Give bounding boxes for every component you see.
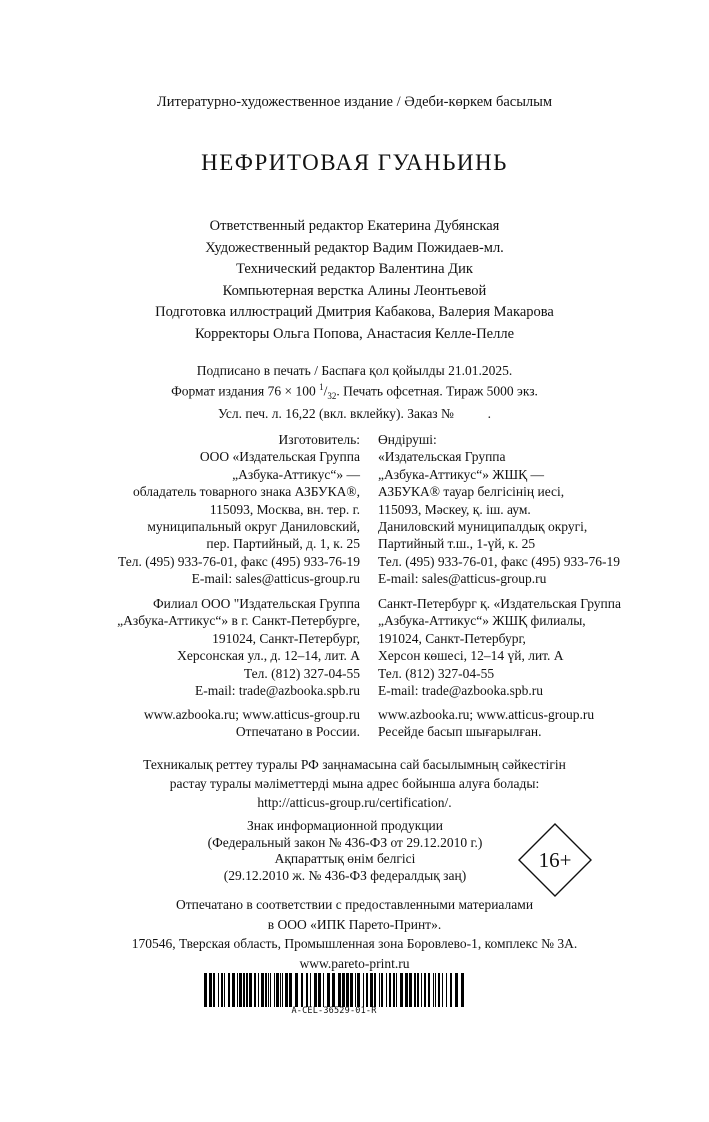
barcode-bar (400, 973, 403, 1007)
barcode-bar (414, 973, 416, 1007)
edition-type: Литературно-художественное издание / Әдеби-көркем басылым (156, 94, 553, 110)
barcode-bar (461, 973, 464, 1007)
web-ru-line: Отпечатано в России. (235, 724, 360, 740)
barcode-bar (438, 973, 440, 1007)
printed-by (0, 895, 709, 973)
manufacturer-kz-line: „Азбука-Аттикус“» ЖШҚ — (378, 466, 544, 482)
barcode-bar (363, 973, 364, 1007)
barcode-bar (243, 973, 245, 1007)
barcode-bar (435, 973, 436, 1007)
certification-link: http://atticus-group.ru/certification/. (257, 795, 452, 810)
credit-line: Компьютерная верстка Алины Леонтьевой (222, 282, 487, 299)
manufacturer-kz-line: 115093, Мәскеу, қ. іш. аум. (378, 501, 531, 517)
barcode-bar (285, 973, 288, 1007)
barcode-bar (318, 973, 321, 1007)
manufacturer-block (0, 431, 709, 591)
barcode-bar (338, 973, 341, 1007)
branch-ru (117, 595, 360, 699)
barcode-bar (370, 973, 373, 1007)
barcode-bar (355, 973, 356, 1007)
barcode-code: A-CEL-36529-01-R (291, 1006, 377, 1016)
manufacturer-ru-line: ООО «Издательская Группа (199, 449, 360, 465)
barcode-bar (450, 973, 452, 1007)
tech-regulation (0, 755, 709, 812)
manufacturer-kz-line: Тел. (495) 933-76-01, факс (495) 933-76-19 (378, 553, 621, 569)
barcode-bar (265, 973, 267, 1007)
web-kz-line: Ресейде басып шығарылған. (378, 724, 542, 740)
barcode-bar (357, 973, 360, 1007)
barcode-bar (209, 973, 212, 1007)
barcode-bar (396, 973, 397, 1007)
manufacturer-kz-line: E-mail: sales@atticus-group.ru (378, 571, 547, 587)
barcode-bar (433, 973, 434, 1007)
branch-ru-line: E-mail: trade@azbooka.spb.ru (195, 683, 360, 699)
barcode-bar (379, 973, 380, 1007)
barcode-bar (446, 973, 447, 1007)
sheets-line: Усл. печ. л. 16,22 (вкл. вклейку). Заказ № . (217, 406, 492, 422)
barcode-bar (442, 973, 443, 1007)
barcode-bar (342, 973, 345, 1007)
barcode (204, 973, 464, 1007)
barcode-bar (270, 973, 271, 1007)
barcode-bar (274, 973, 275, 1007)
info-sign-line: Знак информационной продукции (246, 818, 444, 833)
age-rating-badge (517, 822, 593, 898)
barcode-bar (421, 973, 422, 1007)
barcode-bar (268, 973, 269, 1007)
barcode-bar (366, 973, 368, 1007)
barcode-bar (204, 973, 207, 1007)
barcode-bar (323, 973, 324, 1007)
barcode-bar (332, 973, 335, 1007)
web-block (0, 706, 709, 746)
age-rating-text: 16+ (538, 848, 572, 872)
barcode-bar (306, 973, 308, 1007)
manufacturer-kz-line: АЗБУКА® тауар белгісінің иесі, (378, 484, 565, 500)
manufacturer-ru (118, 431, 360, 588)
format-frac-slash: / (323, 383, 328, 399)
branch-ru-line: Херсонская ул., д. 12–14, лит. А (177, 648, 360, 664)
web-ru (144, 706, 360, 741)
branch-block (0, 595, 709, 705)
barcode-bar (346, 973, 349, 1007)
branch-kz-line: Тел. (812) 327-04-55 (378, 665, 495, 681)
info-sign (180, 818, 510, 884)
barcode-bar (405, 973, 408, 1007)
barcode-bar (280, 973, 281, 1007)
barcode-bar (389, 973, 391, 1007)
branch-ru-line: „Азбука-Аттикус“» в г. Санкт-Петербурге, (117, 613, 360, 629)
barcode-bar (374, 973, 376, 1007)
format-prefix: Формат издания 76 × 100 (171, 383, 320, 399)
branch-ru-line: 191024, Санкт-Петербург, (212, 630, 360, 646)
barcode-bar (237, 973, 238, 1007)
format-frac-num: 1 (319, 382, 324, 392)
barcode-bar (327, 973, 330, 1007)
manufacturer-kz-line: «Издательская Группа (378, 449, 506, 465)
barcode-bar (228, 973, 230, 1007)
barcode-bar (295, 973, 298, 1007)
barcode-bar (314, 973, 317, 1007)
manufacturer-kz-line: Партийный т.ш., 1-үй, к. 25 (378, 536, 536, 552)
manufacturer-kz-line: Даниловский муниципалдық округі, (378, 519, 588, 535)
barcode-bar (310, 973, 311, 1007)
barcode-bar (239, 973, 242, 1007)
credit-line: Корректоры Ольга Попова, Анастасия Келле-Пелле (194, 325, 515, 342)
credit-line: Технический редактор Валентина Дик (236, 261, 473, 277)
barcode-bar (301, 973, 303, 1007)
barcode-bar (350, 973, 353, 1007)
barcode-bar (424, 973, 426, 1007)
barcode-bar (282, 973, 283, 1007)
manufacturer-ru-line: Тел. (495) 933-76-01, факс (495) 933-76-19 (117, 553, 360, 569)
manufacturer-kz (378, 431, 620, 588)
format-suffix: . Печать офсетная. Тираж 5000 экз. (336, 383, 538, 399)
barcode-bar (276, 973, 279, 1007)
branch-kz-line: Санкт-Петербург қ. «Издательская Группа (378, 596, 621, 611)
info-sign-line: (29.12.2010 ж. № 436-ФЗ федералдық заң) (223, 867, 467, 883)
branch-kz-line: 191024, Санкт-Петербург, (378, 630, 526, 646)
barcode-bar (258, 973, 259, 1007)
credit-line: Ответственный редактор Екатерина Дубянская (209, 218, 500, 234)
book-title: НЕФРИТОВАЯ ГУАНЬИНЬ (201, 150, 508, 175)
manufacturer-ru-line: обладатель товарного знака АЗБУКА®, (132, 484, 360, 500)
barcode-bar (409, 973, 412, 1007)
web-ru-line: www.azbooka.ru; www.atticus-group.ru (143, 707, 360, 722)
barcode-bar (428, 973, 430, 1007)
manufacturer-ru-line: муниципальный округ Даниловский, (147, 519, 360, 535)
barcode-bar (249, 973, 252, 1007)
branch-kz-line: Херсон көшесі, 12–14 үй, лит. А (378, 648, 564, 664)
barcode-bar (289, 973, 292, 1007)
barcode-bar (261, 973, 264, 1007)
barcode-bar (218, 973, 219, 1007)
branch-ru-line: Филиал ООО "Издательская Группа (153, 596, 360, 611)
tech-line: Техникалық реттеу туралы РФ заңнамасына сай басылымның сәйкестігін (143, 757, 566, 772)
tech-line: растау туралы мәліметтерді мына адрес бойынша алуға болады: (169, 776, 540, 791)
barcode-bar (221, 973, 223, 1007)
info-sign-line: Ақпараттық өнім белгісі (274, 851, 416, 866)
manufacturer-ru-line: Изготовитель: (278, 432, 360, 447)
printed-by-line: в ООО «ИПК Парето-Принт». (267, 916, 442, 932)
printer-website: www.pareto-print.ru (299, 955, 410, 971)
barcode-bar (224, 973, 225, 1007)
format-line (0, 379, 709, 405)
format-frac-den: 32 (327, 391, 337, 402)
manufacturer-ru-line: пер. Партийный, д. 1, к. 25 (206, 536, 360, 552)
barcode-bar (246, 973, 248, 1007)
credit-line: Подготовка иллюстраций Дмитрия Кабакова, Валерия Макарова (155, 304, 554, 320)
credits-block (0, 216, 709, 345)
branch-ru-line: Тел. (812) 327-04-55 (243, 665, 360, 681)
info-sign-line: (Федеральный закон № 436-ФЗ от 29.12.2010 г.) (207, 834, 483, 850)
manufacturer-ru-line: „Азбука-Аттикус“» — (232, 466, 360, 482)
barcode-bar (232, 973, 235, 1007)
web-kz (378, 706, 594, 741)
branch-kz-line: „Азбука-Аттикус“» ЖШҚ филиалы, (378, 613, 586, 629)
branch-kz-line: E-mail: trade@azbooka.spb.ru (378, 683, 543, 699)
barcode-bar (417, 973, 419, 1007)
print-info (0, 362, 709, 422)
web-kz-line: www.azbooka.ru; www.atticus-group.ru (378, 707, 595, 722)
barcode-bar (381, 973, 383, 1007)
signed-date: Подписано в печать / Баспаға қол қойылды 21.01.2025. (196, 363, 513, 378)
credit-line: Художественный редактор Вадим Пожидаев-мл. (205, 239, 504, 256)
printed-by-line: Отпечатано в соответствии с предоставленными материалами (175, 897, 534, 912)
barcode-bar (455, 973, 458, 1007)
printed-by-line: 170546, Тверская область, Промышленная зона Боровлево-1, комплекс № 3А. (131, 936, 578, 951)
branch-kz (378, 595, 621, 699)
manufacturer-ru-line: E-mail: sales@atticus-group.ru (191, 571, 360, 587)
barcode-bar (213, 973, 215, 1007)
manufacturer-kz-line: Өндіруші: (378, 432, 437, 447)
manufacturer-ru-line: 115093, Москва, вн. тер. г. (209, 501, 360, 517)
barcode-bar (393, 973, 395, 1007)
barcode-bar (254, 973, 256, 1007)
barcode-bar (386, 973, 387, 1007)
